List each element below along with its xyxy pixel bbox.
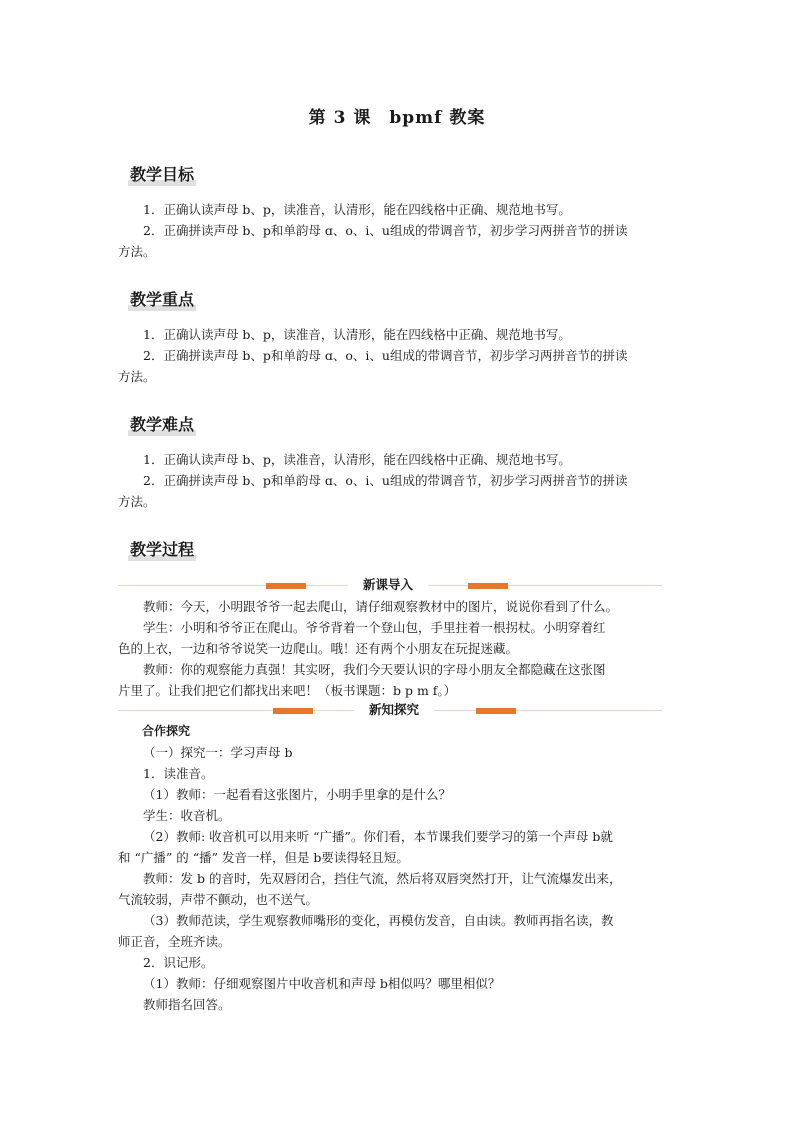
page-title: 第 3 课 bpmf 教案 bbox=[308, 108, 486, 128]
explore-line-14: 教师指名回答。 bbox=[143, 997, 231, 1012]
divider-label: 新课导入 bbox=[348, 575, 428, 593]
difficult-line-2: 2．正确拼读声母 b、p和单韵母 ɑ、o、i、u组成的带调音节，初步学习两拼音节的拼读 bbox=[143, 473, 628, 488]
difficult-line-1: 1．正确认读声母 b、p，读准音，认清形，能在四线格中正确、规范地书写。 bbox=[143, 452, 571, 467]
section-heading-process: 教学过程 bbox=[130, 540, 195, 559]
section-heading-key: 教学重点 bbox=[130, 290, 195, 309]
explore-line-8: 教师：发 b 的音时，先双唇闭合，挡住气流，然后将双唇突然打开，让气流爆发出来， bbox=[143, 871, 622, 886]
explore-line-12: 2．识记形。 bbox=[143, 955, 214, 970]
explore-line-10: （3）教师范读，学生观察教师嘴形的变化，再模仿发音，自由读。教师再指名读，教 bbox=[143, 913, 614, 928]
divider-bar-left bbox=[266, 583, 306, 589]
intro-line-2: 学生：小明和爷爷正在爬山。爷爷背着一个登山包，手里拄着一根拐杖。小明穿着红 bbox=[143, 620, 606, 635]
explore-line-3: 1．读准音。 bbox=[143, 766, 214, 781]
explore-line-6: （2）教师: 收音机可以用来听 “广播”。你们看，本节课我们要学习的第一个声母 b就 bbox=[143, 829, 613, 844]
key-paragraph bbox=[118, 324, 680, 387]
explore-line-9: 气流较弱，声带不颤动，也不送气。 bbox=[118, 892, 319, 907]
difficult-paragraph bbox=[118, 449, 680, 512]
explore-line-2: （一）探究一：学习声母 b bbox=[143, 745, 293, 760]
key-line-1: 1．正确认读声母 b、p，读准音，认清形，能在四线格中正确、规范地书写。 bbox=[143, 327, 571, 342]
explore-line-13: （1）教师：仔细观察图片中收音机和声母 b相似吗？哪里相似？ bbox=[143, 976, 501, 991]
explore-line-11: 师正音，全班齐读。 bbox=[118, 934, 231, 949]
intro-line-3: 色的上衣，一边和爷爷说笑一边爬山。哦！还有两个小朋友在玩捉迷藏。 bbox=[118, 641, 519, 656]
divider-label: 新知探究 bbox=[354, 700, 434, 718]
divider-new-lesson-intro bbox=[118, 575, 662, 597]
key-line-3: 方法。 bbox=[118, 369, 156, 384]
section-heading-goals: 教学目标 bbox=[130, 165, 195, 184]
explore-paragraph bbox=[118, 721, 680, 1015]
goals-line-2: 2．正确拼读声母 b、p和单韵母 ɑ、o、i、u组成的带调音节，初步学习两拼音节的拼读 bbox=[143, 223, 628, 238]
explore-line-7: 和 “广播” 的 “播” 发音一样，但是 b要读得轻且短。 bbox=[118, 850, 409, 865]
key-line-2: 2．正确拼读声母 b、p和单韵母 ɑ、o、i、u组成的带调音节，初步学习两拼音节的拼读 bbox=[143, 348, 628, 363]
divider-bar-left bbox=[273, 708, 313, 714]
divider-new-knowledge bbox=[118, 700, 662, 722]
goals-paragraph bbox=[118, 199, 680, 262]
intro-line-4: 教师：你的观察能力真强！其实呀，我们今天要认识的字母小朋友全都隐藏在这张图 bbox=[143, 662, 606, 677]
divider-bar-right bbox=[476, 708, 516, 714]
difficult-line-3: 方法。 bbox=[118, 494, 156, 509]
explore-line-5: 学生：收音机。 bbox=[143, 808, 231, 823]
explore-line-4: （1）教师：一起看看这张图片，小明手里拿的是什么？ bbox=[143, 787, 451, 802]
goals-line-1: 1．正确认读声母 b、p，读准音，认清形，能在四线格中正确、规范地书写。 bbox=[143, 202, 571, 217]
section-heading-difficult: 教学难点 bbox=[130, 415, 195, 434]
intro-paragraph bbox=[118, 596, 680, 701]
goals-line-3: 方法。 bbox=[118, 244, 156, 259]
intro-line-5: 片里了。让我们把它们都找出来吧！（板书课题：b p m f。） bbox=[118, 683, 457, 698]
divider-bar-right bbox=[468, 583, 508, 589]
explore-subheading: 合作探究 bbox=[142, 724, 191, 738]
intro-line-1: 教师：今天，小明跟爷爷一起去爬山，请仔细观察教材中的图片，说说你看到了什么。 bbox=[143, 599, 619, 614]
